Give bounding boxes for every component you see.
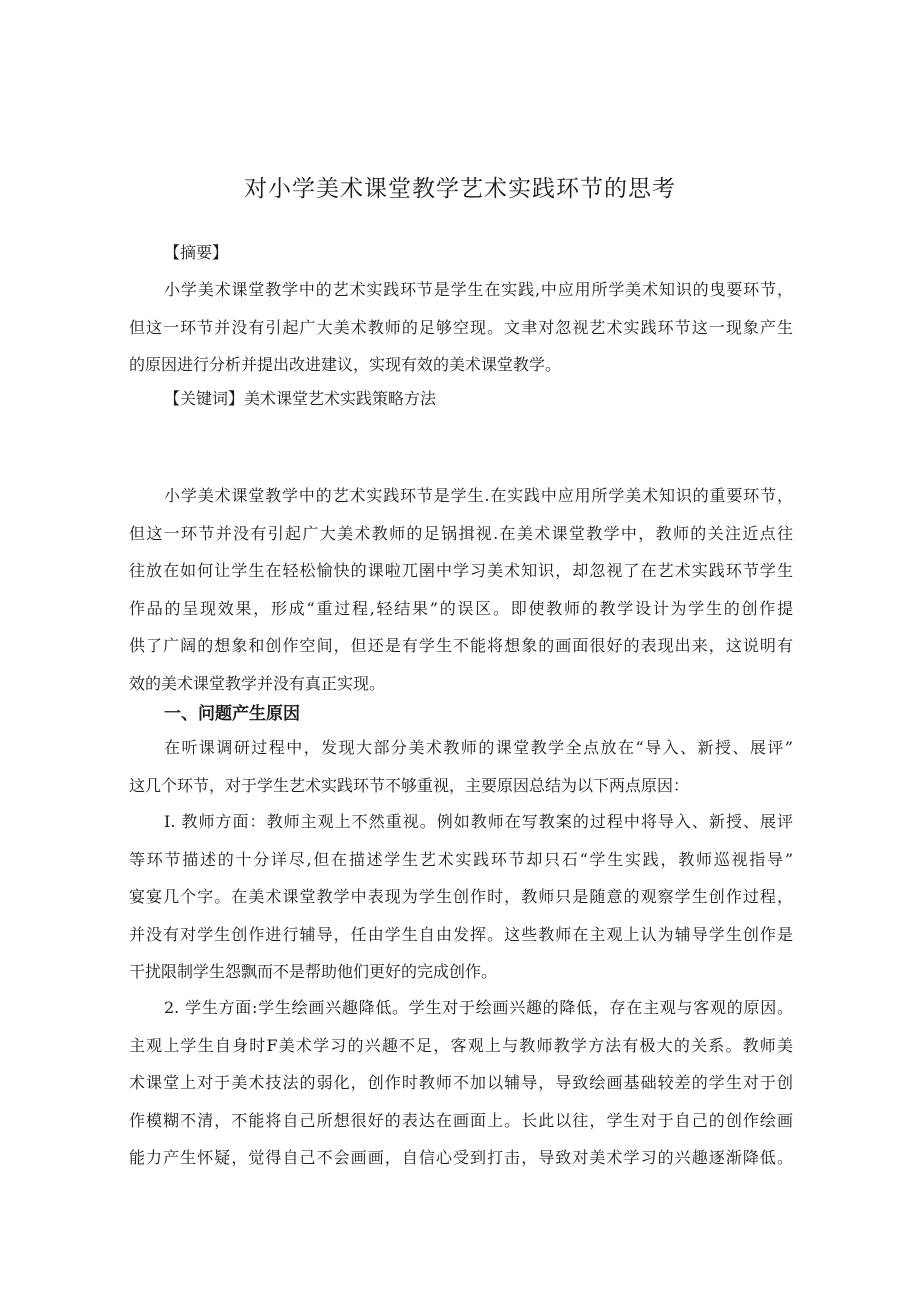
abstract-line: 小学美术课堂教学中的艺术实践环节是学生在实践,中应用所学美术知识的曳要环节， <box>164 280 793 299</box>
intro-line: 作品的呈现效果，形成“重过程,轻结果”的误区。即使教师的教学设计为学生的创作提 <box>129 598 793 618</box>
intro-line: 往放在如何让学生在轻松愉快的课啦兀圉中学习美术知识，却忽视了在艺术实践环节学生 <box>129 561 793 580</box>
intro-line: 供了广阔的想象和创作空间，但还是有学生不能将想象的画面很好的表现出来，这说明有 <box>129 636 793 655</box>
intro-line: 效的美术课堂教学并没有真正实现。 <box>129 673 386 693</box>
point2-line: 能力产生怀疑，觉得自己不会画画，自信心受到打击，导致对美术学习的兴趣逐渐降低。 <box>129 1148 793 1167</box>
point1-paragraph <box>129 803 793 991</box>
point2-line: 作模糊不清，不能将自己所想很好的表达在画面上。长此以往，学生对于自己的创作绘画 <box>129 1110 793 1130</box>
point1-line: 干扰限制学生怨飘而不是帮助他们更好的完成创作。 <box>129 962 498 981</box>
point1-line: 等环节描述的十分详尽,但在描述学生艺术实践环节却只石“学生实践，教师巡视指导” <box>129 849 793 869</box>
abstract-paragraph <box>129 271 793 384</box>
section1-line: 这几个环节，对于学生艺术实践环节不够重视，主要原因总结为以下两点原因： <box>129 775 690 795</box>
section-heading: 一、问题产生原因 <box>164 704 300 724</box>
point2-line: 主观上学生自身时F美术学习的兴趣不足，客观上与教师教学方法有极大的关系。教师美 <box>129 1035 793 1055</box>
section1-line: 在听课调研过程中，发现大部分美术教师的课堂教学全点放在“导入、新授、展评” <box>164 738 793 757</box>
intro-line: 但这一环节并没有引起广大美术教师的足锅揖视.在美术课堂教学中，教师的关注近点往 <box>129 523 793 543</box>
intro-line: 小学美术课堂教学中的艺术实践环节是学生.在实践中应用所学美术知识的重要环节， <box>164 486 793 505</box>
abstract-line: 的原因进行分析并提出改进建议，实现有效的美术课堂教学。 <box>129 355 562 374</box>
point1-line: 宴宴几个字。在美术课堂教学中表现为学生创作时，教师只是随意的观察学生创作过程， <box>129 887 793 906</box>
document-title: 对小学美术课堂教学艺术实践环节的思考 <box>244 176 676 202</box>
point2-paragraph <box>129 989 793 1177</box>
point2-line: 2. 学生方面:学生绘画兴趣降低。学生对于绘画兴趣的降低，存在主观与客观的原因。 <box>164 998 793 1017</box>
intro-paragraph <box>129 477 793 702</box>
section1-paragraph <box>129 729 793 804</box>
point1-line: 并没有对学生创作进行辅导，任由学生自由发挥。这些教师在主观上认为辅导学生创作是 <box>129 924 793 944</box>
keywords: 【关键词】美术课堂艺术实践策略方法 <box>164 389 437 408</box>
point2-line: 术课堂上对于美术技法的弱化，创作时教师不加以辅导，导致绘画基础较差的学生对于创 <box>129 1073 793 1092</box>
point1-line: I. 教师方面：教师主观上不然重视。例如教师在写教案的过程中将导入、新授、展评 <box>164 812 793 831</box>
abstract-label: 【摘要】 <box>164 243 229 262</box>
abstract-line: 但这一环节并没有引起广大美术教师的足够空现。文聿对忽视艺术实践环节这一现象产生 <box>129 317 793 337</box>
